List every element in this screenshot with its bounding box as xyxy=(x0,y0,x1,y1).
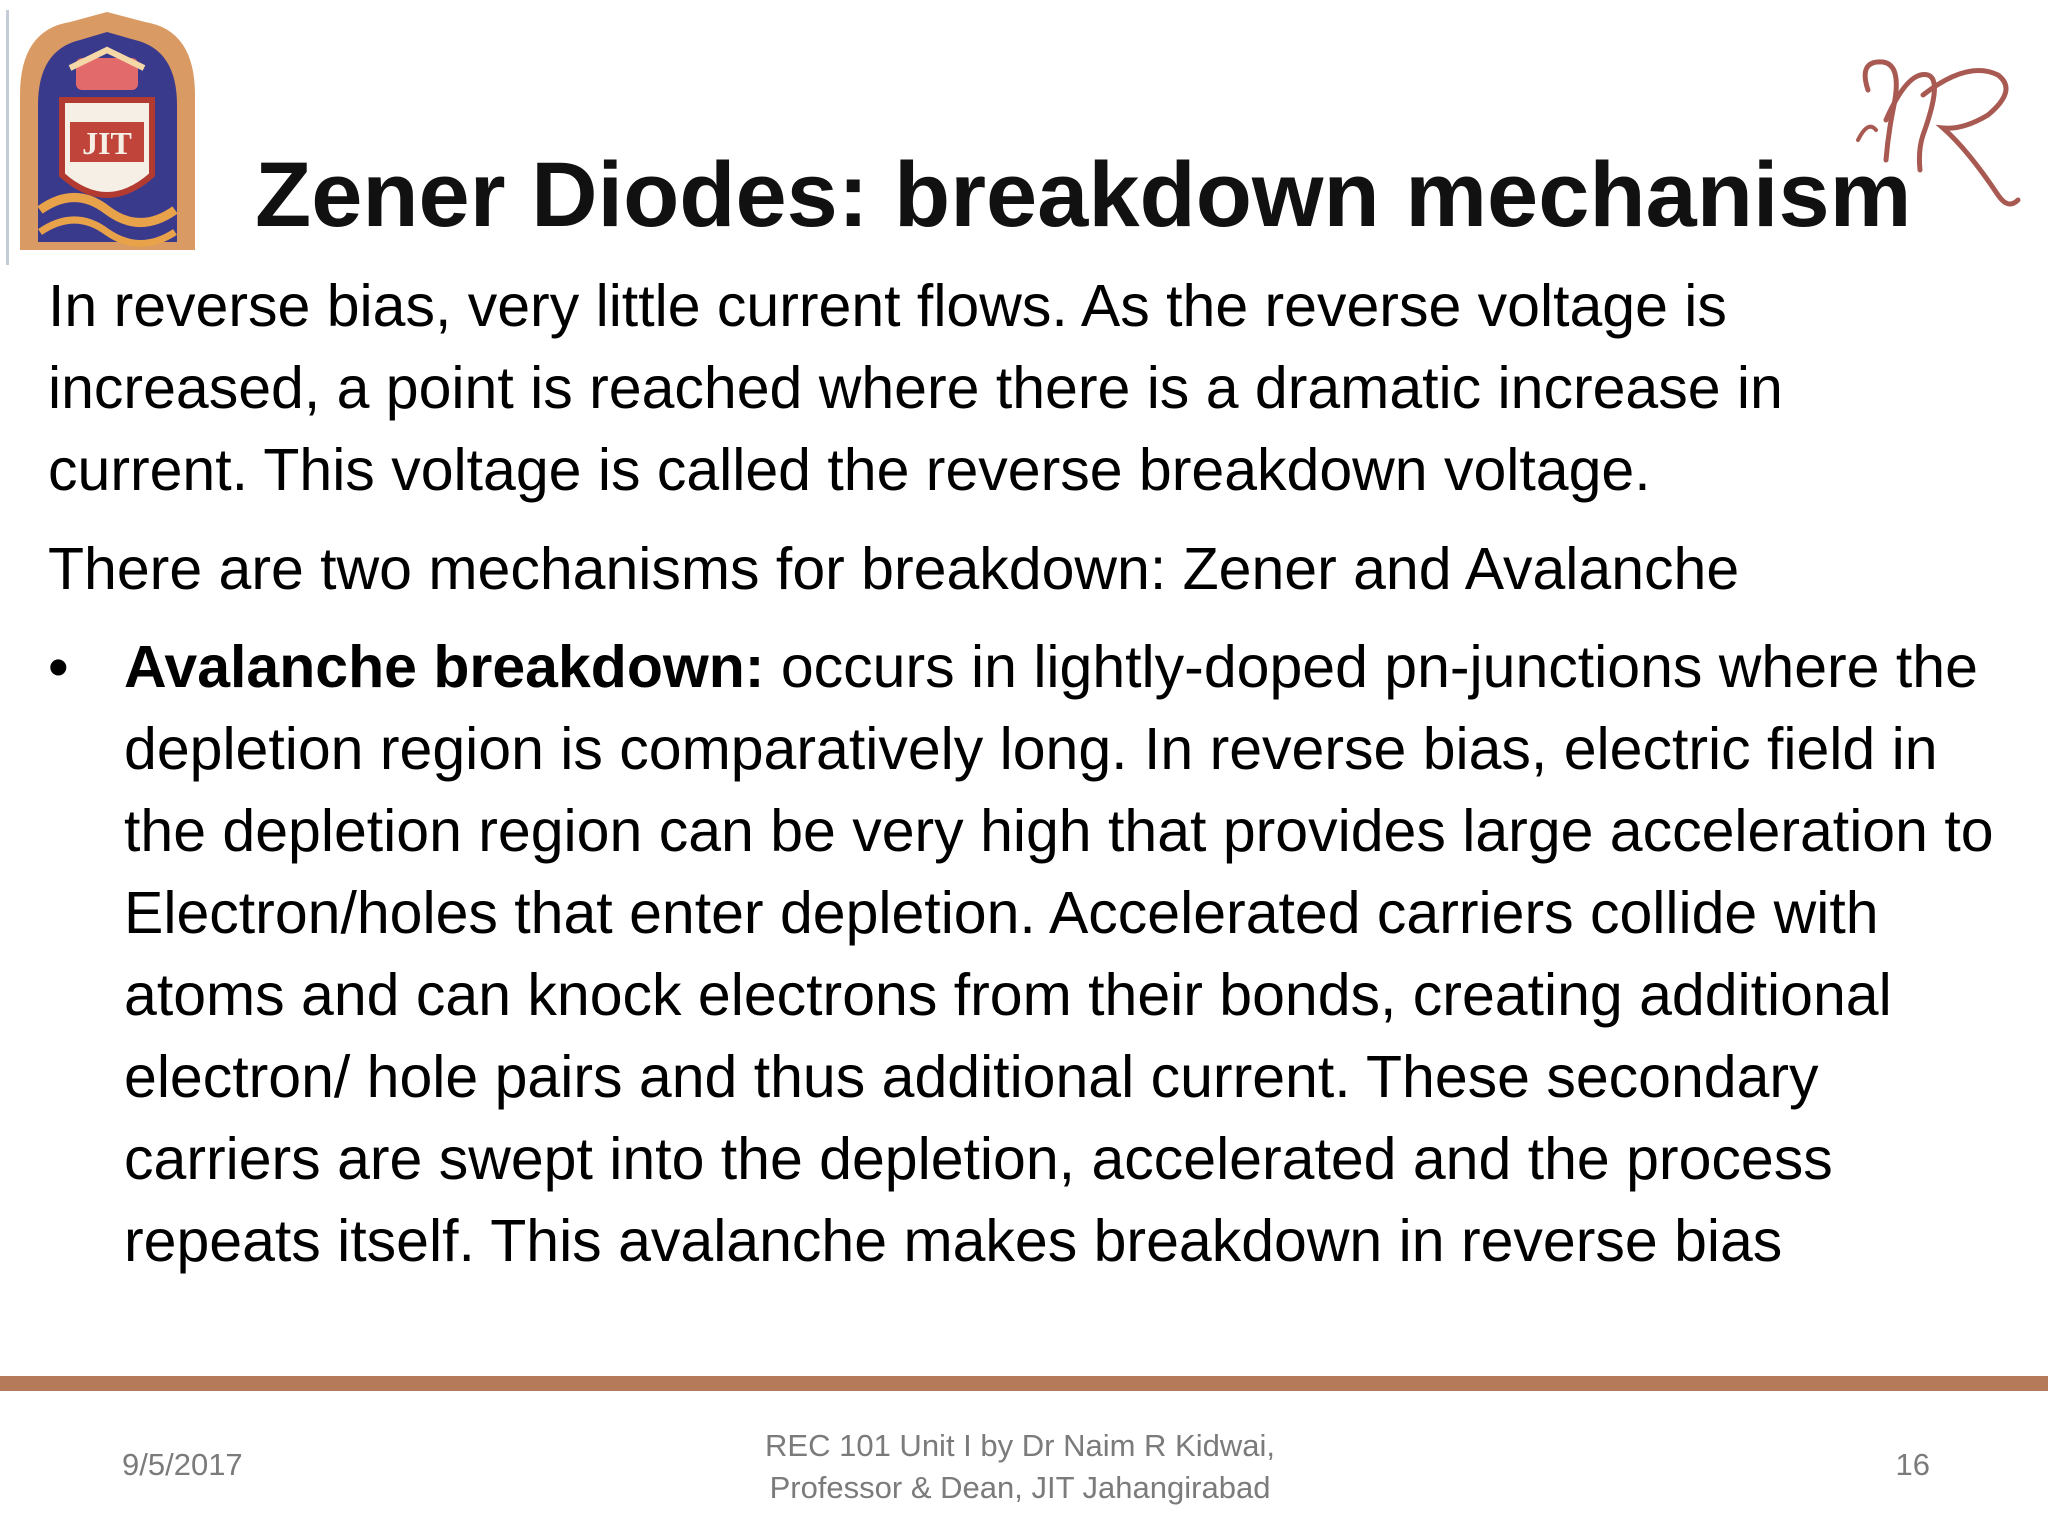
footer-date: 9/5/2017 xyxy=(122,1447,243,1482)
bullet-marker: • xyxy=(48,634,69,700)
footer-credit-line-1: REC 101 Unit I by Dr Naim R Kidwai, xyxy=(765,1428,1275,1463)
footer-divider xyxy=(0,1376,2048,1391)
footer-credit xyxy=(620,1425,1420,1509)
intro-paragraph: In reverse bias, very little current flows. As the reverse voltage is increased, a point is reached where there is a dramatic increase in current. This voltage is called the reverse breakdown voltage. xyxy=(48,273,1783,503)
logo-edge-line xyxy=(6,10,9,265)
bullet-text xyxy=(124,626,2008,1282)
mechanisms-paragraph: There are two mechanisms for breakdown: Zener and Avalanche xyxy=(48,536,1740,602)
footer-page-number: 16 xyxy=(1895,1447,1930,1482)
institute-crest-icon xyxy=(10,10,205,255)
footer-credit-line-2: Professor & Dean, JIT Jahangirabad xyxy=(769,1470,1271,1505)
svg-text:JIT: JIT xyxy=(82,125,132,161)
slide-title: Zener Diodes: breakdown mechanism xyxy=(255,144,1912,246)
bullet-term: Avalanche breakdown: xyxy=(124,634,765,700)
bullet-body: occurs in lightly-doped pn-junctions where the depletion region is comparatively long. In reverse bias, electric field in the depletion region can be very high that provides large acceleration to Electron/holes that enter depletion. Accelerated carriers collide with atoms and can knock electrons from their bonds, creating additional electron/ hole pairs and thus additional current. These secondary carriers are swept into the depletion, accelerated and the process repeats itself. This avalanche makes breakdown in reverse bias xyxy=(124,634,1994,1274)
